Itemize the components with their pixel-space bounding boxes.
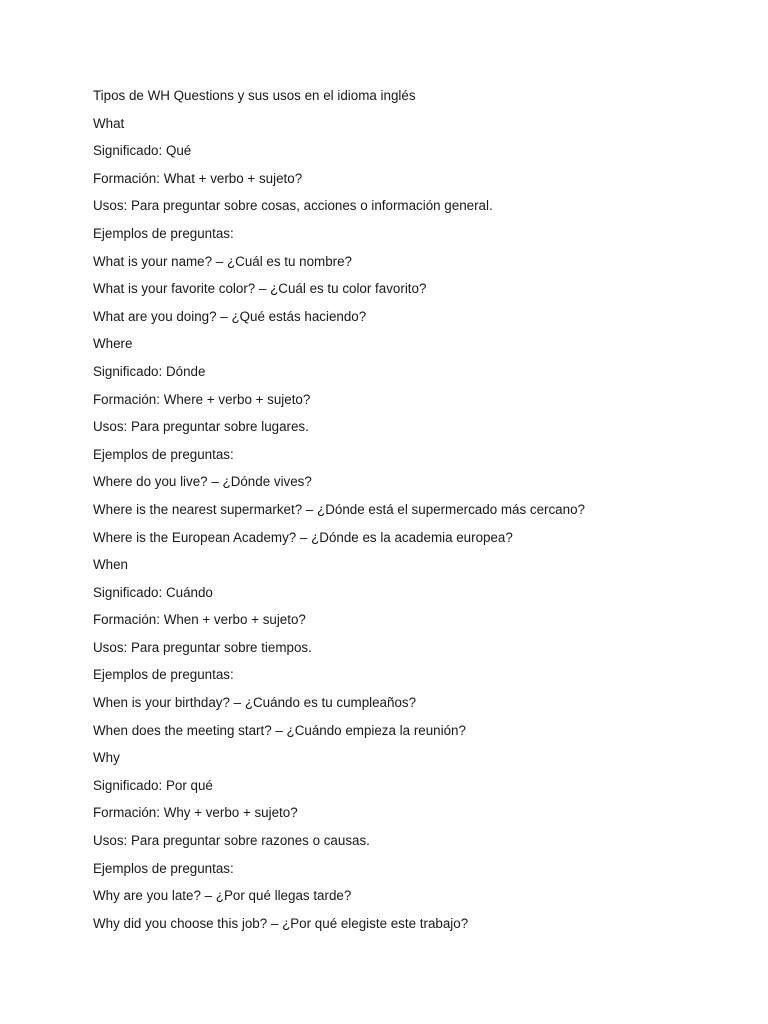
examples-heading-why: Ejemplos de preguntas: xyxy=(93,860,234,876)
example-line: Where do you live? – ¿Dónde vives? xyxy=(93,474,312,490)
example-line: When is your birthday? – ¿Cuándo es tu cumpleaños? xyxy=(93,695,417,711)
formation-line-when: Formación: When + verbo + sujeto? xyxy=(93,612,306,628)
section-heading-what: What xyxy=(93,115,125,131)
example-line: Where is the nearest supermarket? – ¿Dónde está el supermercado más cercano? xyxy=(93,501,585,517)
section-heading-why: Why xyxy=(93,750,120,766)
formation-line-where: Formación: Where + verbo + sujeto? xyxy=(93,391,311,407)
example-line: What is your favorite color? – ¿Cuál es tu color favorito? xyxy=(93,281,427,297)
document-title: Tipos de WH Questions y sus usos en el idioma inglés xyxy=(93,88,416,103)
examples-heading-when: Ejemplos de preguntas: xyxy=(93,667,234,683)
example-line: Why are you late? – ¿Por qué llegas tarde? xyxy=(93,888,352,904)
example-line: Where is the European Academy? – ¿Dónde es la academia europea? xyxy=(93,529,513,545)
meaning-line-when: Significado: Cuándo xyxy=(93,584,213,600)
usage-line-where: Usos: Para preguntar sobre lugares. xyxy=(93,419,309,435)
example-line: Why did you choose this job? – ¿Por qué elegiste este trabajo? xyxy=(93,915,469,931)
example-line: When does the meeting start? – ¿Cuándo empieza la reunión? xyxy=(93,722,466,738)
document-body xyxy=(93,86,733,941)
examples-heading-where: Ejemplos de preguntas: xyxy=(93,446,234,462)
meaning-line-why: Significado: Por qué xyxy=(93,777,213,793)
usage-line-what: Usos: Para preguntar sobre cosas, acciones o información general. xyxy=(93,198,493,214)
formation-line-what: Formación: What + verbo + sujeto? xyxy=(93,170,303,186)
example-line: What is your name? – ¿Cuál es tu nombre? xyxy=(93,253,353,269)
examples-heading-what: Ejemplos de preguntas: xyxy=(93,225,234,241)
section-heading-when: When xyxy=(93,557,128,573)
usage-line-why: Usos: Para preguntar sobre razones o causas. xyxy=(93,833,370,849)
formation-line-why: Formación: Why + verbo + sujeto? xyxy=(93,805,298,821)
meaning-line-where: Significado: Dónde xyxy=(93,363,206,379)
example-line: What are you doing? – ¿Qué estás haciendo? xyxy=(93,308,367,324)
section-heading-where: Where xyxy=(93,336,133,352)
meaning-line-what: Significado: Qué xyxy=(93,143,192,159)
usage-line-when: Usos: Para preguntar sobre tiempos. xyxy=(93,639,312,655)
